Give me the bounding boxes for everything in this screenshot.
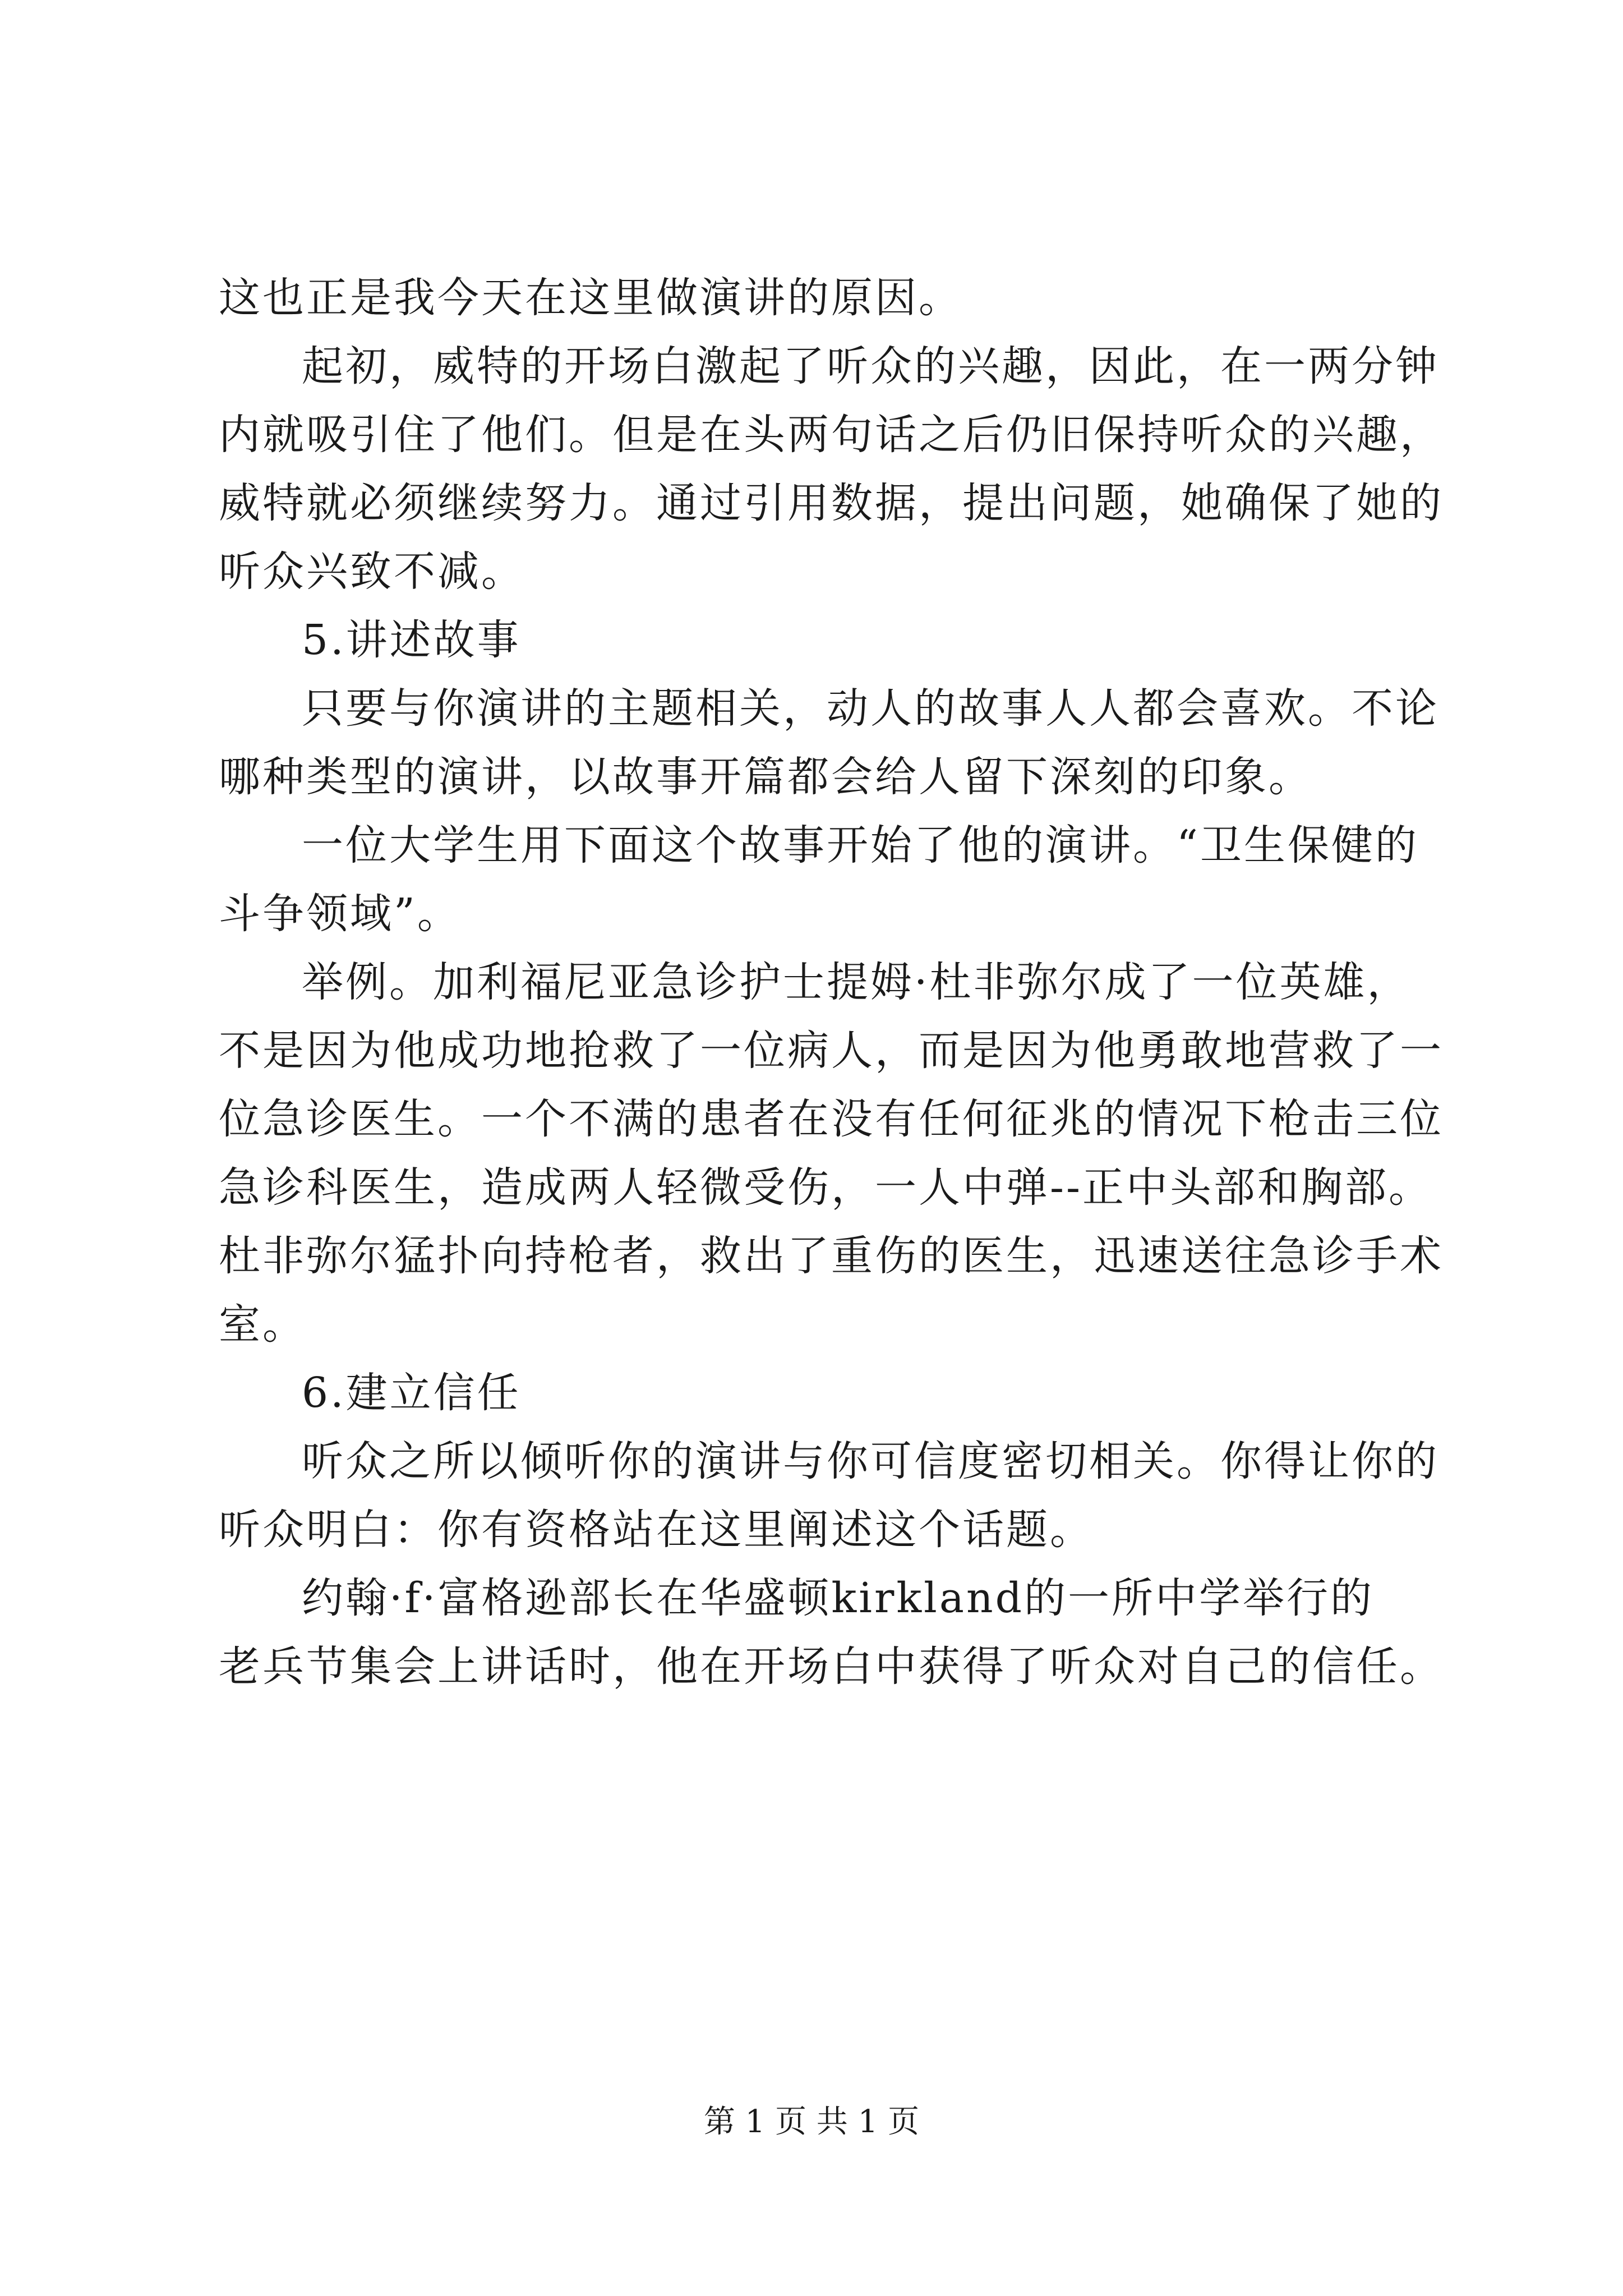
page-footer: 第 1 页 共 1 页 <box>703 2104 920 2140</box>
text-line: 起初，威特的开场白激起了听众的兴趣，因此，在一两分钟 <box>302 342 1439 390</box>
text-line: 5.讲述故事 <box>302 616 521 664</box>
text-line: 听众兴致不减。 <box>219 547 525 596</box>
text-line: 约翰·f·富格逊部长在华盛顿kirkland的一所中学举行的 <box>302 1574 1374 1622</box>
text-line: 室。 <box>219 1300 306 1349</box>
text-line: 杜非弥尔猛扑向持枪者，救出了重伤的医生，迅速送往急诊手术 <box>219 1232 1444 1280</box>
text-line: 一位大学生用下面这个故事开始了他的演讲。“卫生保健的 <box>302 821 1419 869</box>
text-line: 只要与你演讲的主题相关，动人的故事人人都会喜欢。不论 <box>302 684 1439 733</box>
text-line: 举例。加利福尼亚急诊护士提姆·杜非弥尔成了一位英雄， <box>302 958 1411 1006</box>
text-line: 6.建立信任 <box>302 1369 521 1417</box>
text-line: 内就吸引住了他们。但是在头两句话之后仍旧保持听众的兴趣， <box>219 411 1444 459</box>
text-line: 这也正是我今天在这里做演讲的原因。 <box>219 274 962 322</box>
text-line: 听众明白：你有资格站在这里阐述这个话题。 <box>219 1506 1094 1554</box>
text-line: 不是因为他成功地抢救了一位病人，而是因为他勇敢地营救了一 <box>219 1027 1444 1075</box>
text-line: 急诊科医生，造成两人轻微受伤，一人中弹--正中头部和胸部。 <box>219 1163 1433 1212</box>
text-line: 位急诊医生。一个不满的患者在没有任何征兆的情况下枪击三位 <box>219 1095 1444 1143</box>
text-line: 威特就必须继续努力。通过引用数据，提出问题，她确保了她的 <box>219 479 1444 527</box>
text-line: 斗争领域”。 <box>219 890 461 938</box>
text-line: 老兵节集会上讲话时，他在开场白中获得了听众对自己的信任。 <box>219 1642 1444 1691</box>
body-text <box>219 264 1444 1701</box>
text-line: 哪种类型的演讲，以故事开篇都会给人留下深刻的印象。 <box>219 753 1312 801</box>
text-line: 听众之所以倾听你的演讲与你可信度密切相关。你得让你的 <box>302 1437 1439 1485</box>
